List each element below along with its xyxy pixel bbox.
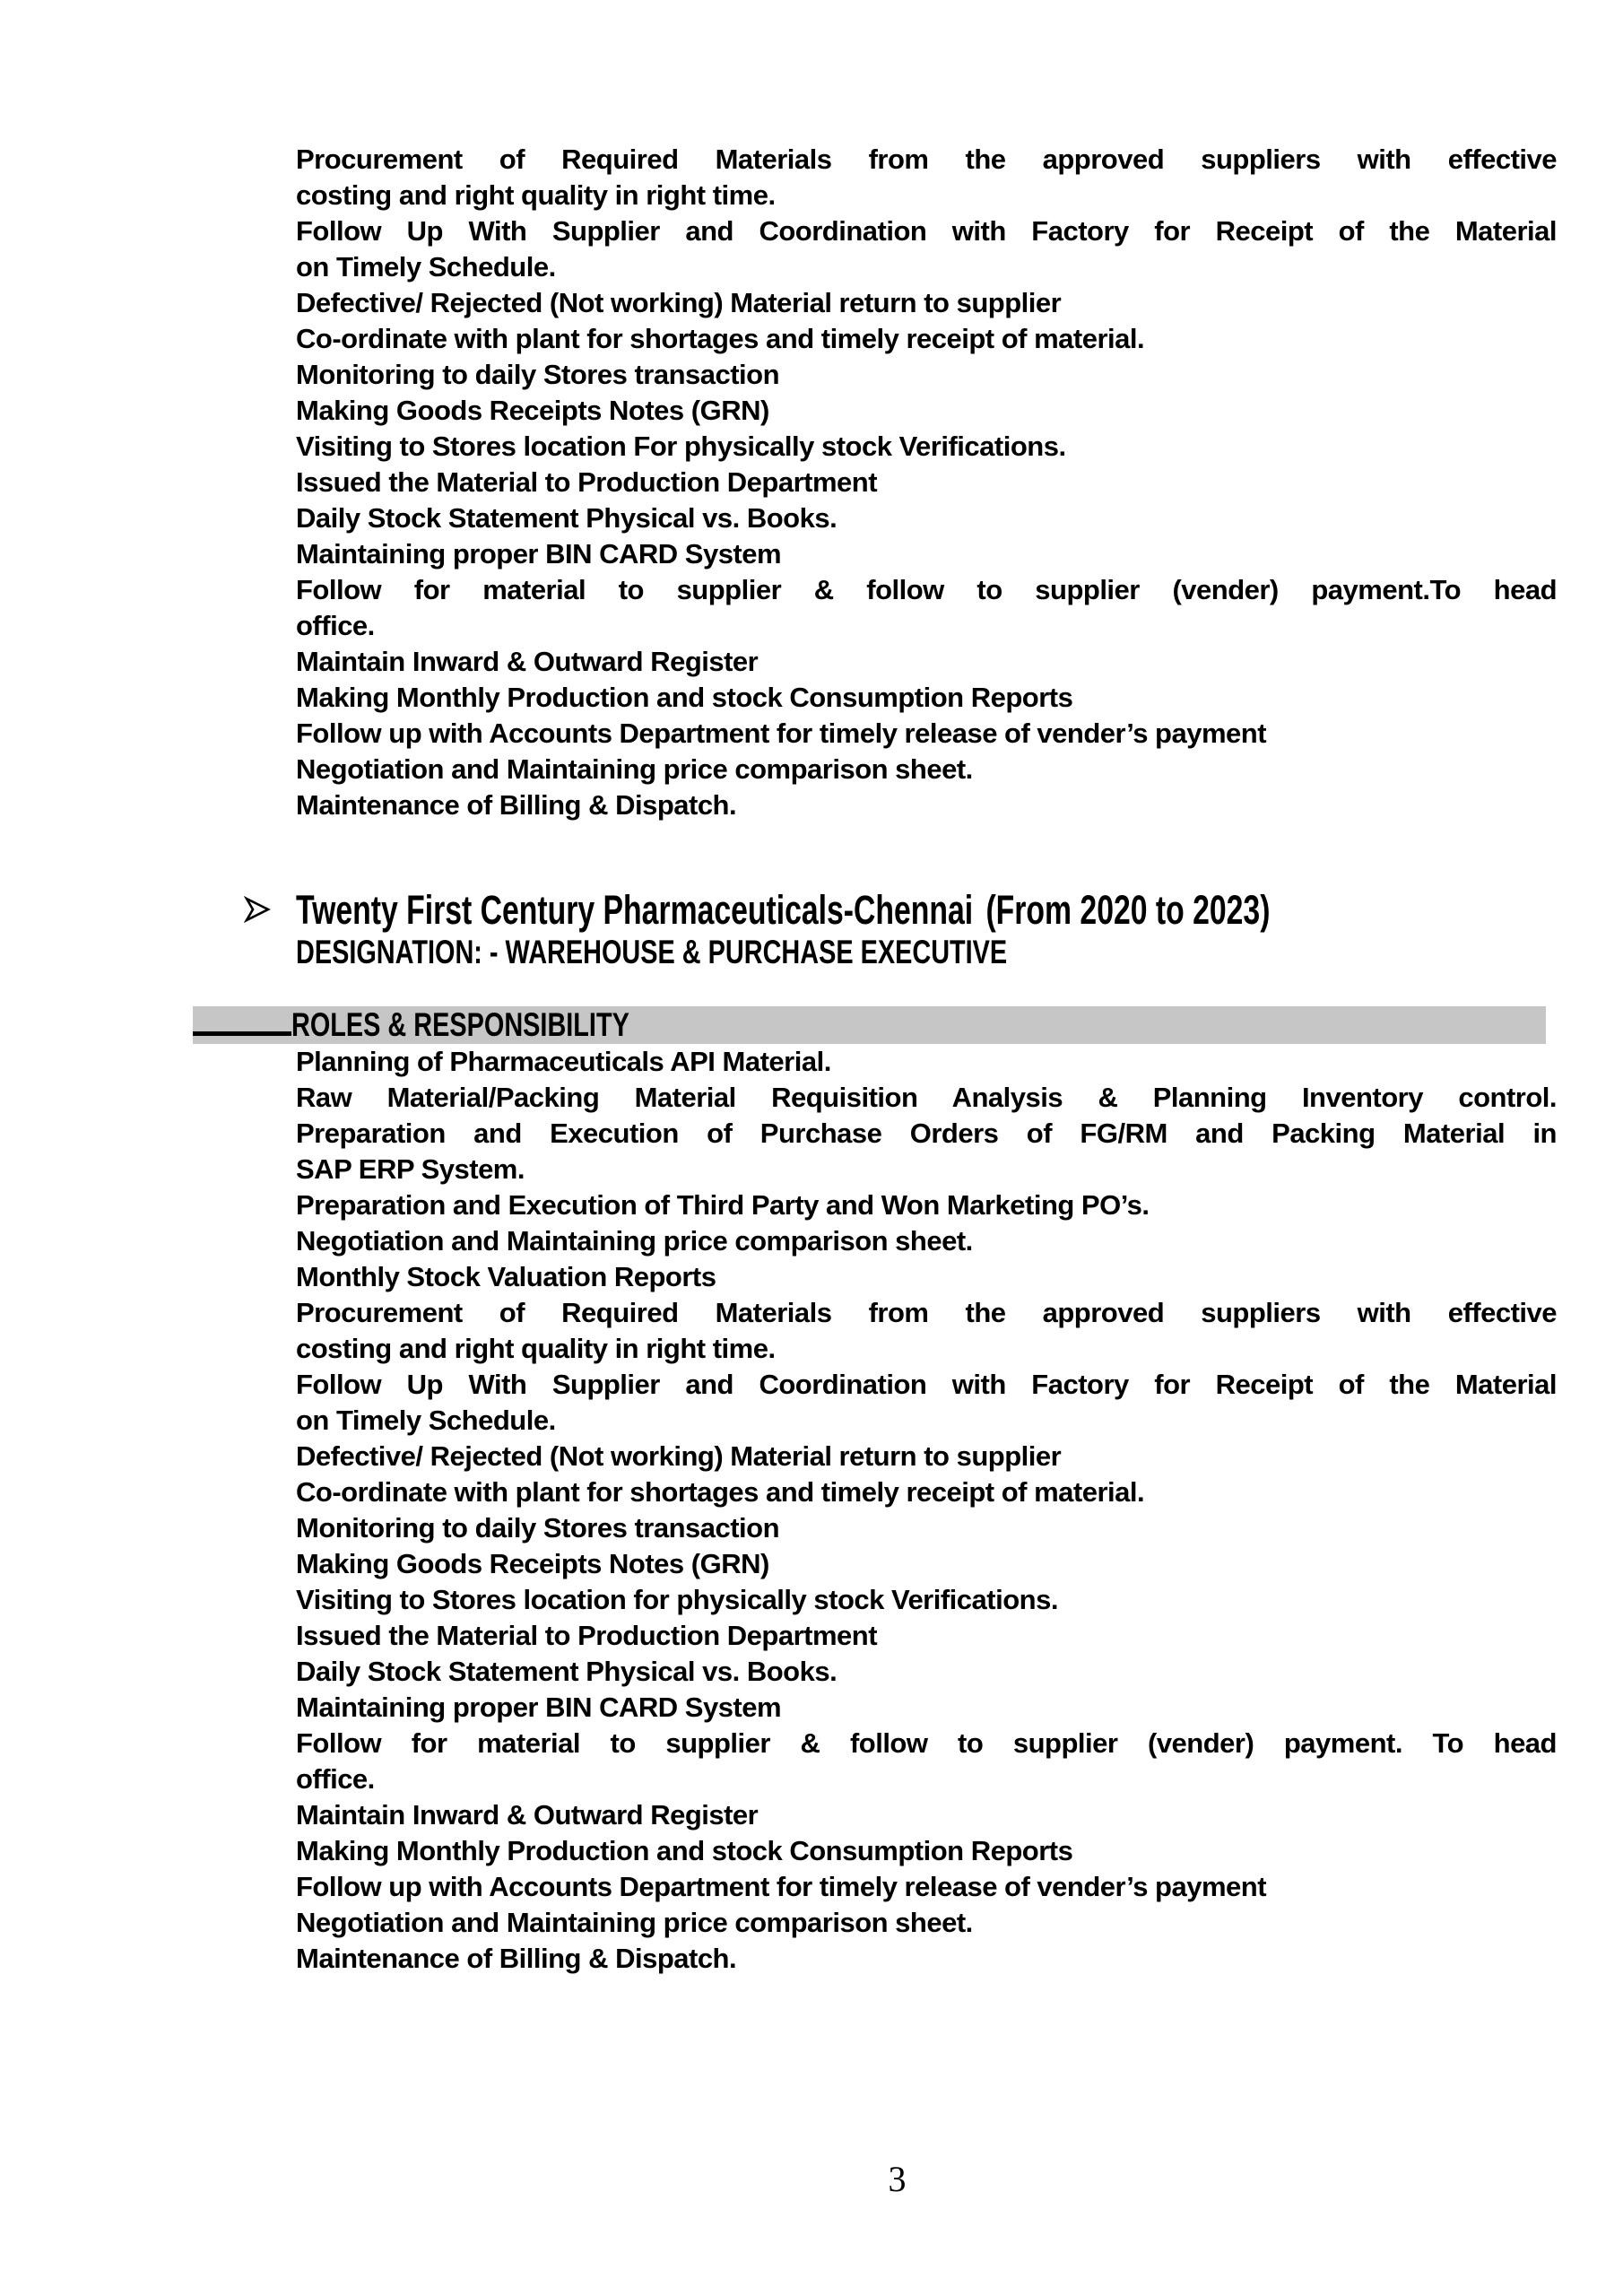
text-line: Maintenance of Billing & Dispatch. [296, 1943, 737, 1974]
text-line: Monitoring to daily Stores transaction [296, 1512, 780, 1544]
text-line: Maintain Inward & Outward Register [296, 1799, 759, 1831]
text-line: Follow Up With Supplier and Coordination with Factory for Receipt of the Material [296, 1369, 1557, 1400]
text-line: Visiting to Stores location For physically stock Verifications. [296, 430, 1066, 462]
text-line: office. [296, 1763, 375, 1795]
text-line: Planning of Pharmaceuticals API Material. [296, 1046, 831, 1077]
text-line: Maintenance of Billing & Dispatch. [296, 789, 737, 821]
text-line: SAP ERP System. [296, 1153, 525, 1185]
text-line: Preparation and Execution of Third Party and Won Marketing PO’s. [296, 1189, 1150, 1221]
text-line: Follow up with Accounts Department for timely release of vender’s payment [296, 1871, 1267, 1902]
text-line: Maintaining proper BIN CARD System [296, 1692, 782, 1723]
text-line: Negotiation and Maintaining price comparison sheet. [296, 1225, 973, 1257]
text-line: Raw Material/Packing Material Requisition Analysis & Planning Inventory control. [296, 1082, 1557, 1113]
text-line: Procurement of Required Materials from the approved suppliers with effective [296, 144, 1557, 175]
text-line: on Timely Schedule. [296, 251, 556, 283]
text-line: Making Monthly Production and stock Consumption Reports [296, 682, 1073, 713]
employer-name-line [296, 888, 1557, 933]
roles-header-band [193, 1006, 1546, 1044]
text-line: Preparation and Execution of Purchase Orders of FG/RM and Packing Material in [296, 1118, 1557, 1149]
text-line: Co-ordinate with plant for shortages and timely receipt of material. [296, 323, 1145, 354]
text-line: Follow for material to supplier & follow to supplier (vender) payment.To head [296, 574, 1557, 605]
text-line: Making Monthly Production and stock Consumption Reports [296, 1835, 1073, 1866]
text-line: Monitoring to daily Stores transaction [296, 359, 780, 390]
text-line: Follow for material to supplier & follow to supplier (vender) payment. To head [296, 1727, 1557, 1759]
employer-heading [296, 888, 1557, 972]
text-line: on Timely Schedule. [296, 1405, 556, 1436]
text-line: Defective/ Rejected (Not working) Material return to supplier [296, 287, 1062, 318]
responsibilities-list-continued [296, 142, 1557, 823]
page-number: 3 [888, 2159, 907, 2199]
text-line: office. [296, 610, 375, 641]
text-line: Daily Stock Statement Physical vs. Books. [296, 1656, 838, 1687]
employer-name: Twenty First Century Pharmaceuticals-Chennai [296, 887, 974, 933]
text-line: Defective/ Rejected (Not working) Material return to supplier [296, 1440, 1062, 1472]
text-line: Co-ordinate with plant for shortages and timely receipt of material. [296, 1476, 1145, 1508]
text-line: Issued the Material to Production Department [296, 1620, 878, 1651]
text-line: costing and right quality in right time. [296, 1333, 776, 1364]
text-line: Negotiation and Maintaining price comparison sheet. [296, 1907, 973, 1938]
text-line: Issued the Material to Production Department [296, 466, 878, 498]
text-line: Maintaining proper BIN CARD System [296, 538, 782, 570]
text-line: Visiting to Stores location for physically stock Verifications. [296, 1584, 1058, 1615]
designation-line [296, 933, 1557, 972]
text-line: costing and right quality in right time. [296, 179, 776, 211]
text-line: Monthly Stock Valuation Reports [296, 1261, 716, 1292]
text-line: Daily Stock Statement Physical vs. Books. [296, 502, 838, 534]
designation-text: DESIGNATION: - WAREHOUSE & PURCHASE EXECUTIVE [296, 934, 1008, 970]
text-line: Maintain Inward & Outward Register [296, 646, 759, 677]
employer-period: (From 2020 to 2023) [985, 887, 1271, 933]
tab-underline [193, 1031, 291, 1036]
text-line: Negotiation and Maintaining price comparison sheet. [296, 753, 973, 785]
text-line: Follow Up With Supplier and Coordination with Factory for Receipt of the Material [296, 215, 1557, 247]
roles-header-title: ROLES & RESPONSIBILITY [291, 1006, 629, 1043]
arrow-bullet-icon [244, 895, 271, 924]
text-line: Making Goods Receipts Notes (GRN) [296, 395, 769, 426]
text-line: Procurement of Required Materials from the approved suppliers with effective [296, 1297, 1557, 1328]
responsibilities-list [296, 1044, 1557, 1977]
text-line: Making Goods Receipts Notes (GRN) [296, 1548, 769, 1579]
text-line: Follow up with Accounts Department for timely release of vender’s payment [296, 718, 1267, 749]
